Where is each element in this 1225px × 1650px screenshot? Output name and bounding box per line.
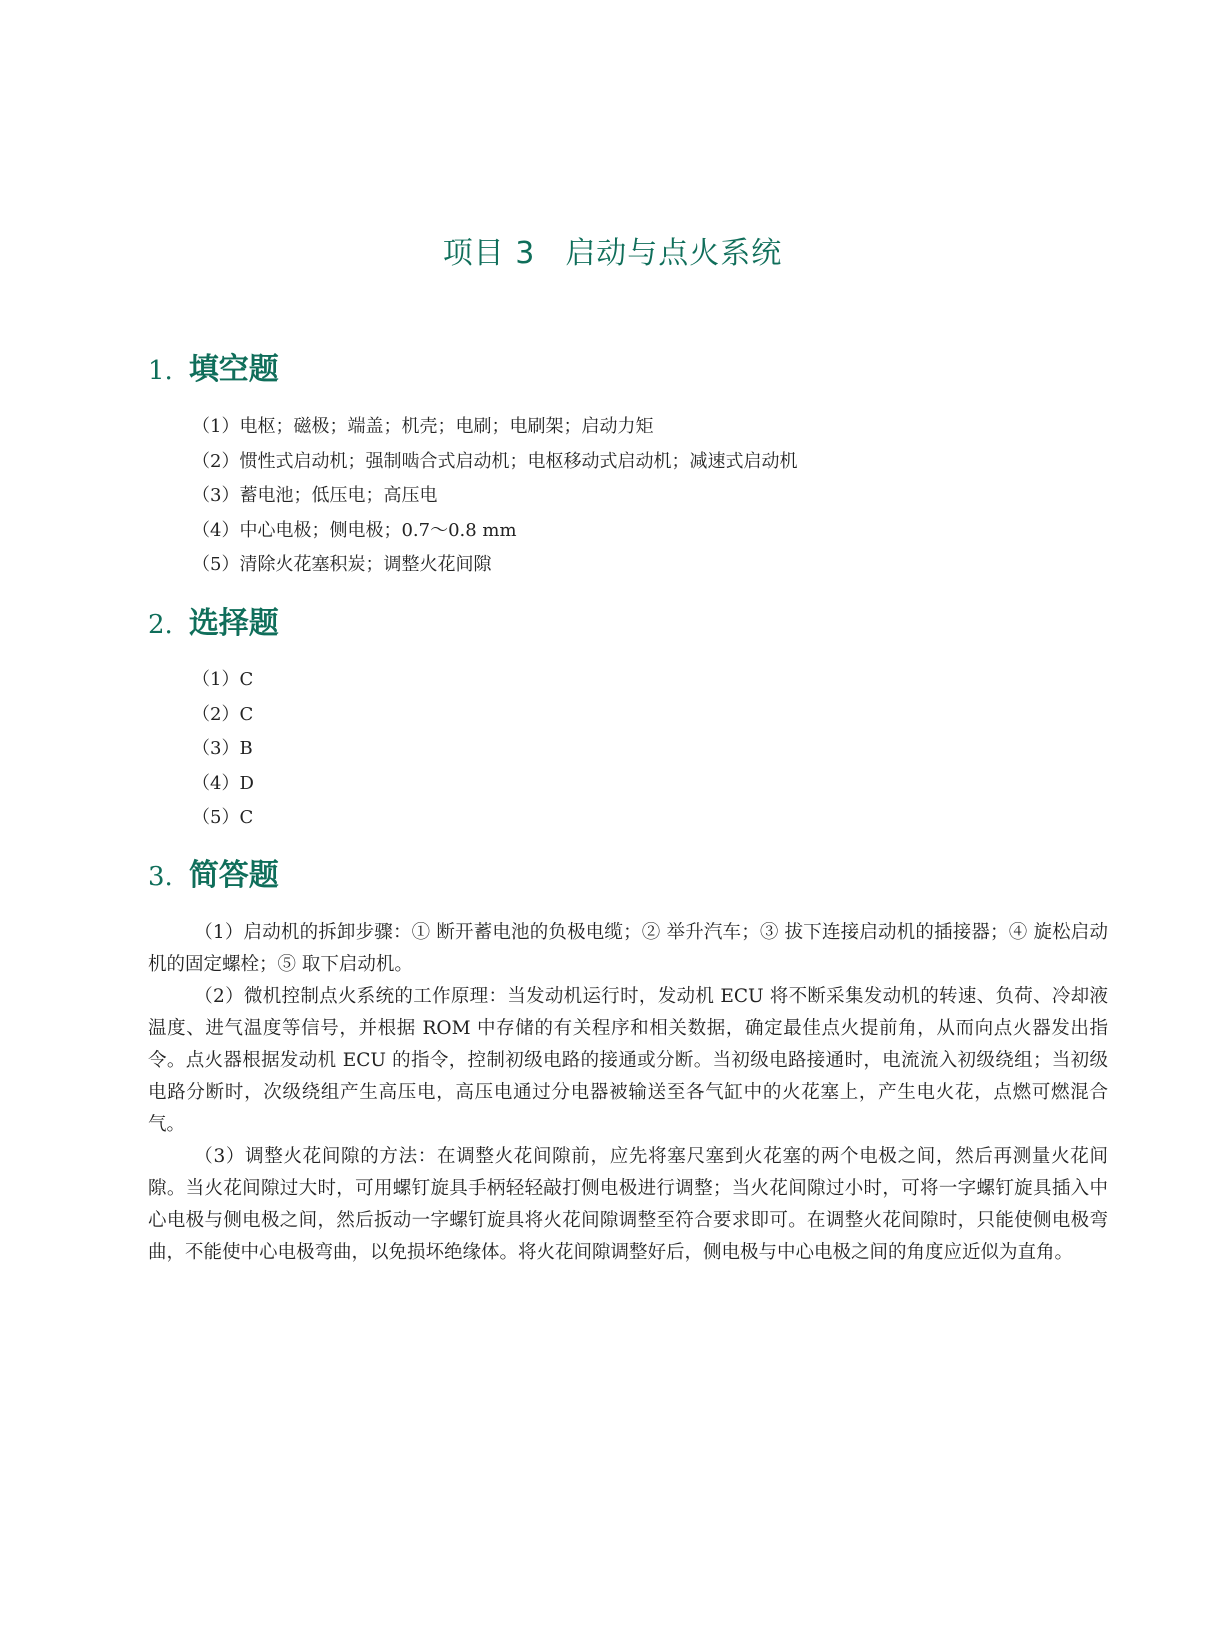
list-item: （2）惯性式启动机；强制啮合式启动机；电枢移动式启动机；减速式启动机 bbox=[192, 450, 798, 472]
page-title bbox=[0, 228, 1225, 272]
section-number: 2. bbox=[148, 610, 173, 640]
short-answer-block bbox=[148, 917, 1108, 1269]
answer-paragraph: （1）启动机的拆卸步骤：① 断开蓄电池的负极电缆；② 举升汽车；③ 拔下连接启动机的插接器；④ 旋松启动机的固定螺栓；⑤ 取下启动机。 bbox=[148, 922, 1108, 975]
section-label: 填空题 bbox=[188, 352, 279, 387]
list-item: （5）清除火花塞积炭；调整火花间隙 bbox=[192, 554, 492, 575]
section-number: 1. bbox=[148, 356, 173, 386]
answer-paragraph: （2）微机控制点火系统的工作原理：当发动机运行时，发动机 ECU 将不断采集发动机的转速、负荷、冷却液温度、进气温度等信号，并根据 ROM 中存储的有关程序和相关数据，确定最佳点火提前角，从而向点火器发出指令。点火器根据发动机 ECU 的指令，控制初级电路的接通或分断。当初级电路接通时，电流流入初级绕组；当初级电路分断时，次级绕组产生高压电，高压电通过分电器被输送至各气缸中的火花塞上，产生电火花，点燃可燃混合气。 bbox=[148, 986, 1108, 1135]
section-label: 简答题 bbox=[188, 858, 279, 893]
section-label: 选择题 bbox=[188, 606, 279, 641]
section-number: 3. bbox=[148, 862, 173, 892]
list-item: （3）B bbox=[192, 738, 253, 759]
list-item: （5）C bbox=[192, 807, 254, 828]
section-heading-short-answer bbox=[148, 856, 279, 897]
list-item: （3）蓄电池；低压电；高压电 bbox=[192, 485, 438, 506]
section-heading-multiple-choice bbox=[148, 604, 279, 645]
answer-paragraph: （3）调整火花间隙的方法：在调整火花间隙前，应先将塞尺塞到火花塞的两个电极之间，然后再测量火花间隙。当火花间隙过大时，可用螺钉旋具手柄轻轻敲打侧电极进行调整；当火花间隙过小时，可将一字螺钉旋具插入中心电极与侧电极之间，然后扳动一字螺钉旋具将火花间隙调整至符合要求即可。在调整火花间隙时，只能使侧电极弯曲，不能使中心电极弯曲，以免损坏绝缘体。将火花间隙调整好后，侧电极与中心电极之间的角度应近似为直角。 bbox=[148, 1146, 1108, 1263]
page-title-name: 启动与点火系统 bbox=[565, 236, 783, 271]
fill-blank-answer-list bbox=[192, 410, 797, 583]
list-item: （4）中心电极；侧电极；0.7～0.8 mm bbox=[192, 519, 517, 541]
page-title-project: 项目 3 bbox=[442, 236, 536, 271]
section-heading-fill-blank bbox=[148, 350, 279, 391]
list-item: （1）C bbox=[192, 669, 254, 690]
list-item: （1）电枢；磁极；端盖；机壳；电刷；电刷架；启动力矩 bbox=[192, 416, 654, 437]
multiple-choice-answer-list bbox=[192, 663, 254, 836]
list-item: （2）C bbox=[192, 703, 254, 725]
list-item: （4）D bbox=[192, 772, 254, 794]
